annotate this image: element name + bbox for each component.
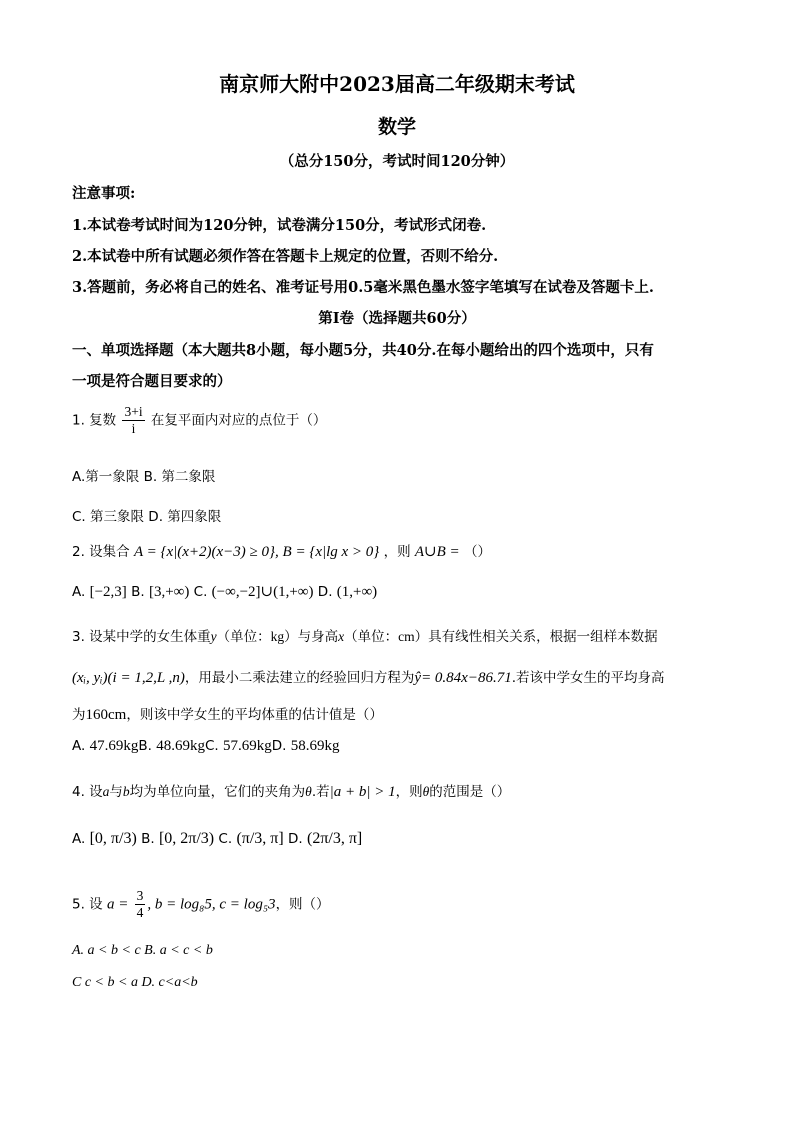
q4-opt-b-label: B.	[141, 831, 155, 847]
q3-x: x	[338, 629, 345, 644]
question-3-line-1	[72, 625, 658, 645]
q5-options-cd	[72, 974, 198, 991]
q3-kg: kg	[270, 629, 285, 644]
q3-text-a: 3. 设某中学的女生体重	[72, 629, 211, 645]
q4-theta-2: θ	[422, 784, 430, 799]
q3-text-f: ，用最小二乘法建立的经验回归方程为	[184, 670, 415, 686]
q2-opt-a: [−2,3]	[89, 584, 127, 600]
q1-fraction	[122, 404, 144, 437]
q2-opt-b-label: B.	[131, 584, 145, 600]
q5-options-ab	[72, 942, 213, 959]
q2-opt-c: (−∞,−2]∪(1,+∞)	[211, 584, 314, 600]
q3-opt-c-label: C.	[204, 738, 219, 754]
q3-text-g: .若该中学女生的平均身高	[511, 670, 665, 686]
q5-frac-den: 4	[136, 905, 144, 920]
q3-opt-b: 48.69kg	[156, 738, 205, 754]
q5-text-b: ，则（）	[275, 896, 330, 913]
q3-opt-b-label: B.	[138, 738, 152, 754]
q2-end: （）	[463, 544, 491, 560]
q4-opt-d-label: D.	[288, 831, 303, 847]
q4-opt-a-label: A.	[72, 831, 86, 847]
part-heading-line-2: 一项是符合题目要求的）	[72, 373, 232, 390]
q2-opt-c-label: C.	[193, 584, 208, 600]
q1-options-ab: A.第一象限 B. 第二象限	[72, 469, 216, 485]
q2-sets: A = {x|(x+2)(x−3) ≥ 0}, B = {x|lg x > 0}	[133, 544, 380, 560]
question-2	[72, 540, 491, 561]
q5-frac-num: 3	[136, 888, 144, 903]
question-3-line-3	[72, 703, 383, 724]
q3-text-c: ）与身高	[284, 629, 339, 645]
q4-opt-b: [0, 2π/3)	[158, 830, 215, 847]
question-4	[72, 780, 510, 801]
q4-vec-b: b	[122, 784, 130, 799]
q4-opt-d: (2π/3, π]	[306, 830, 363, 847]
q3-text-d: （单位：	[344, 629, 399, 645]
exam-title: 南京师大附中2023届高二年级期末考试	[219, 72, 575, 96]
q5-text-a: 5. 设	[72, 896, 103, 913]
q4-condition: |a + b| > 1	[329, 784, 396, 800]
q1-stem: 在复平面内对应的点位于（）	[150, 412, 327, 429]
notice-item-3: 3.答题前，务必将自己的姓名、准考证号用0.5毫米黑色墨水签字笔填写在试卷及答题卡上.	[72, 279, 654, 296]
q1-label: 1. 复数	[72, 412, 117, 429]
q3-opt-d: 58.69kg	[290, 738, 340, 754]
section-title: 第Ⅰ卷（选择题共60分）	[318, 310, 476, 327]
q3-y: y	[210, 629, 217, 644]
q3-opt-a: 47.69kg	[89, 738, 139, 754]
q5-definitions: , b = log₈5, c = log₅3	[147, 896, 276, 913]
q4-theta: θ	[305, 784, 312, 799]
q3-opt-a-label: A.	[72, 738, 86, 754]
q3-opt-c: 57.69kg	[222, 738, 272, 754]
question-3-line-2	[72, 666, 665, 687]
q5-a-eq: a =	[106, 896, 129, 913]
q2-expr: A∪B =	[414, 544, 460, 560]
q1-options-cd: C. 第三象限 D. 第四象限	[72, 509, 222, 525]
exam-note: （总分150分，考试时间120分钟）	[279, 153, 515, 170]
q5-fraction	[135, 888, 146, 921]
notice-heading: 注意事项:	[72, 185, 136, 202]
q4-text-a: 4. 设	[72, 784, 103, 800]
q4-text-c: 均为单位向量，它们的夹角为	[129, 784, 306, 800]
q3-pairs: (xᵢ, yᵢ)(i = 1,2,L ,n)	[72, 670, 185, 686]
q2-label: 2. 设集合	[72, 544, 130, 560]
q3-options	[72, 738, 339, 755]
q3-text-e: ）具有线性相关关系，根据一组样本数据	[414, 629, 658, 645]
question-5	[72, 888, 330, 921]
q3-regression-eq: ŷ= 0.84x−86.71	[414, 670, 512, 686]
q2-tail: ，则	[383, 544, 411, 560]
q1-frac-num: 3+i	[124, 404, 143, 419]
q4-text-b: 与	[109, 784, 123, 800]
q4-text-f: 的范围是（）	[429, 784, 511, 800]
q4-opt-c: (π/3, π]	[236, 830, 284, 847]
q4-vec-a: a	[102, 784, 110, 799]
question-1	[72, 404, 326, 437]
q5-opt-ab: A. a < b < c B. a < c < b	[72, 943, 213, 958]
q4-options	[72, 830, 362, 848]
q4-text-e: ，则	[395, 784, 423, 800]
q3-text-b: （单位：	[216, 629, 271, 645]
q3-text-h: 为	[72, 707, 86, 723]
q2-opt-b: [3,+∞)	[148, 584, 190, 600]
q3-opt-d-label: D.	[271, 738, 287, 754]
part-heading-line-1: 一、单项选择题（本大题共8小题，每小题5分，共40分.在每小题给出的四个选项中，只有	[72, 342, 654, 359]
notice-item-2: 2.本试卷中所有试题必须作答在答题卡上规定的位置，否则不给分.	[72, 248, 499, 265]
q3-text-i: ，则该中学女生的平均体重的估计值是（）	[126, 707, 383, 723]
q2-opt-a-label: A.	[72, 584, 86, 600]
q4-opt-c-label: C.	[218, 831, 233, 847]
q4-opt-a: [0, π/3)	[89, 830, 137, 847]
q3-height: 160cm	[85, 707, 127, 723]
q1-frac-den: i	[131, 421, 136, 436]
q2-opt-d-label: D.	[317, 584, 333, 600]
q3-cm: cm	[398, 629, 415, 644]
notice-item-1: 1.本试卷考试时间为120分钟，试卷满分150分，考试形式闭卷.	[72, 217, 487, 234]
q2-options	[72, 582, 377, 601]
q2-opt-d: (1,+∞)	[336, 584, 378, 600]
q4-text-d: .若	[311, 784, 330, 800]
q5-opt-cd: C c < b < a D. c<a<b	[72, 975, 198, 990]
subject-title: 数学	[377, 116, 416, 138]
